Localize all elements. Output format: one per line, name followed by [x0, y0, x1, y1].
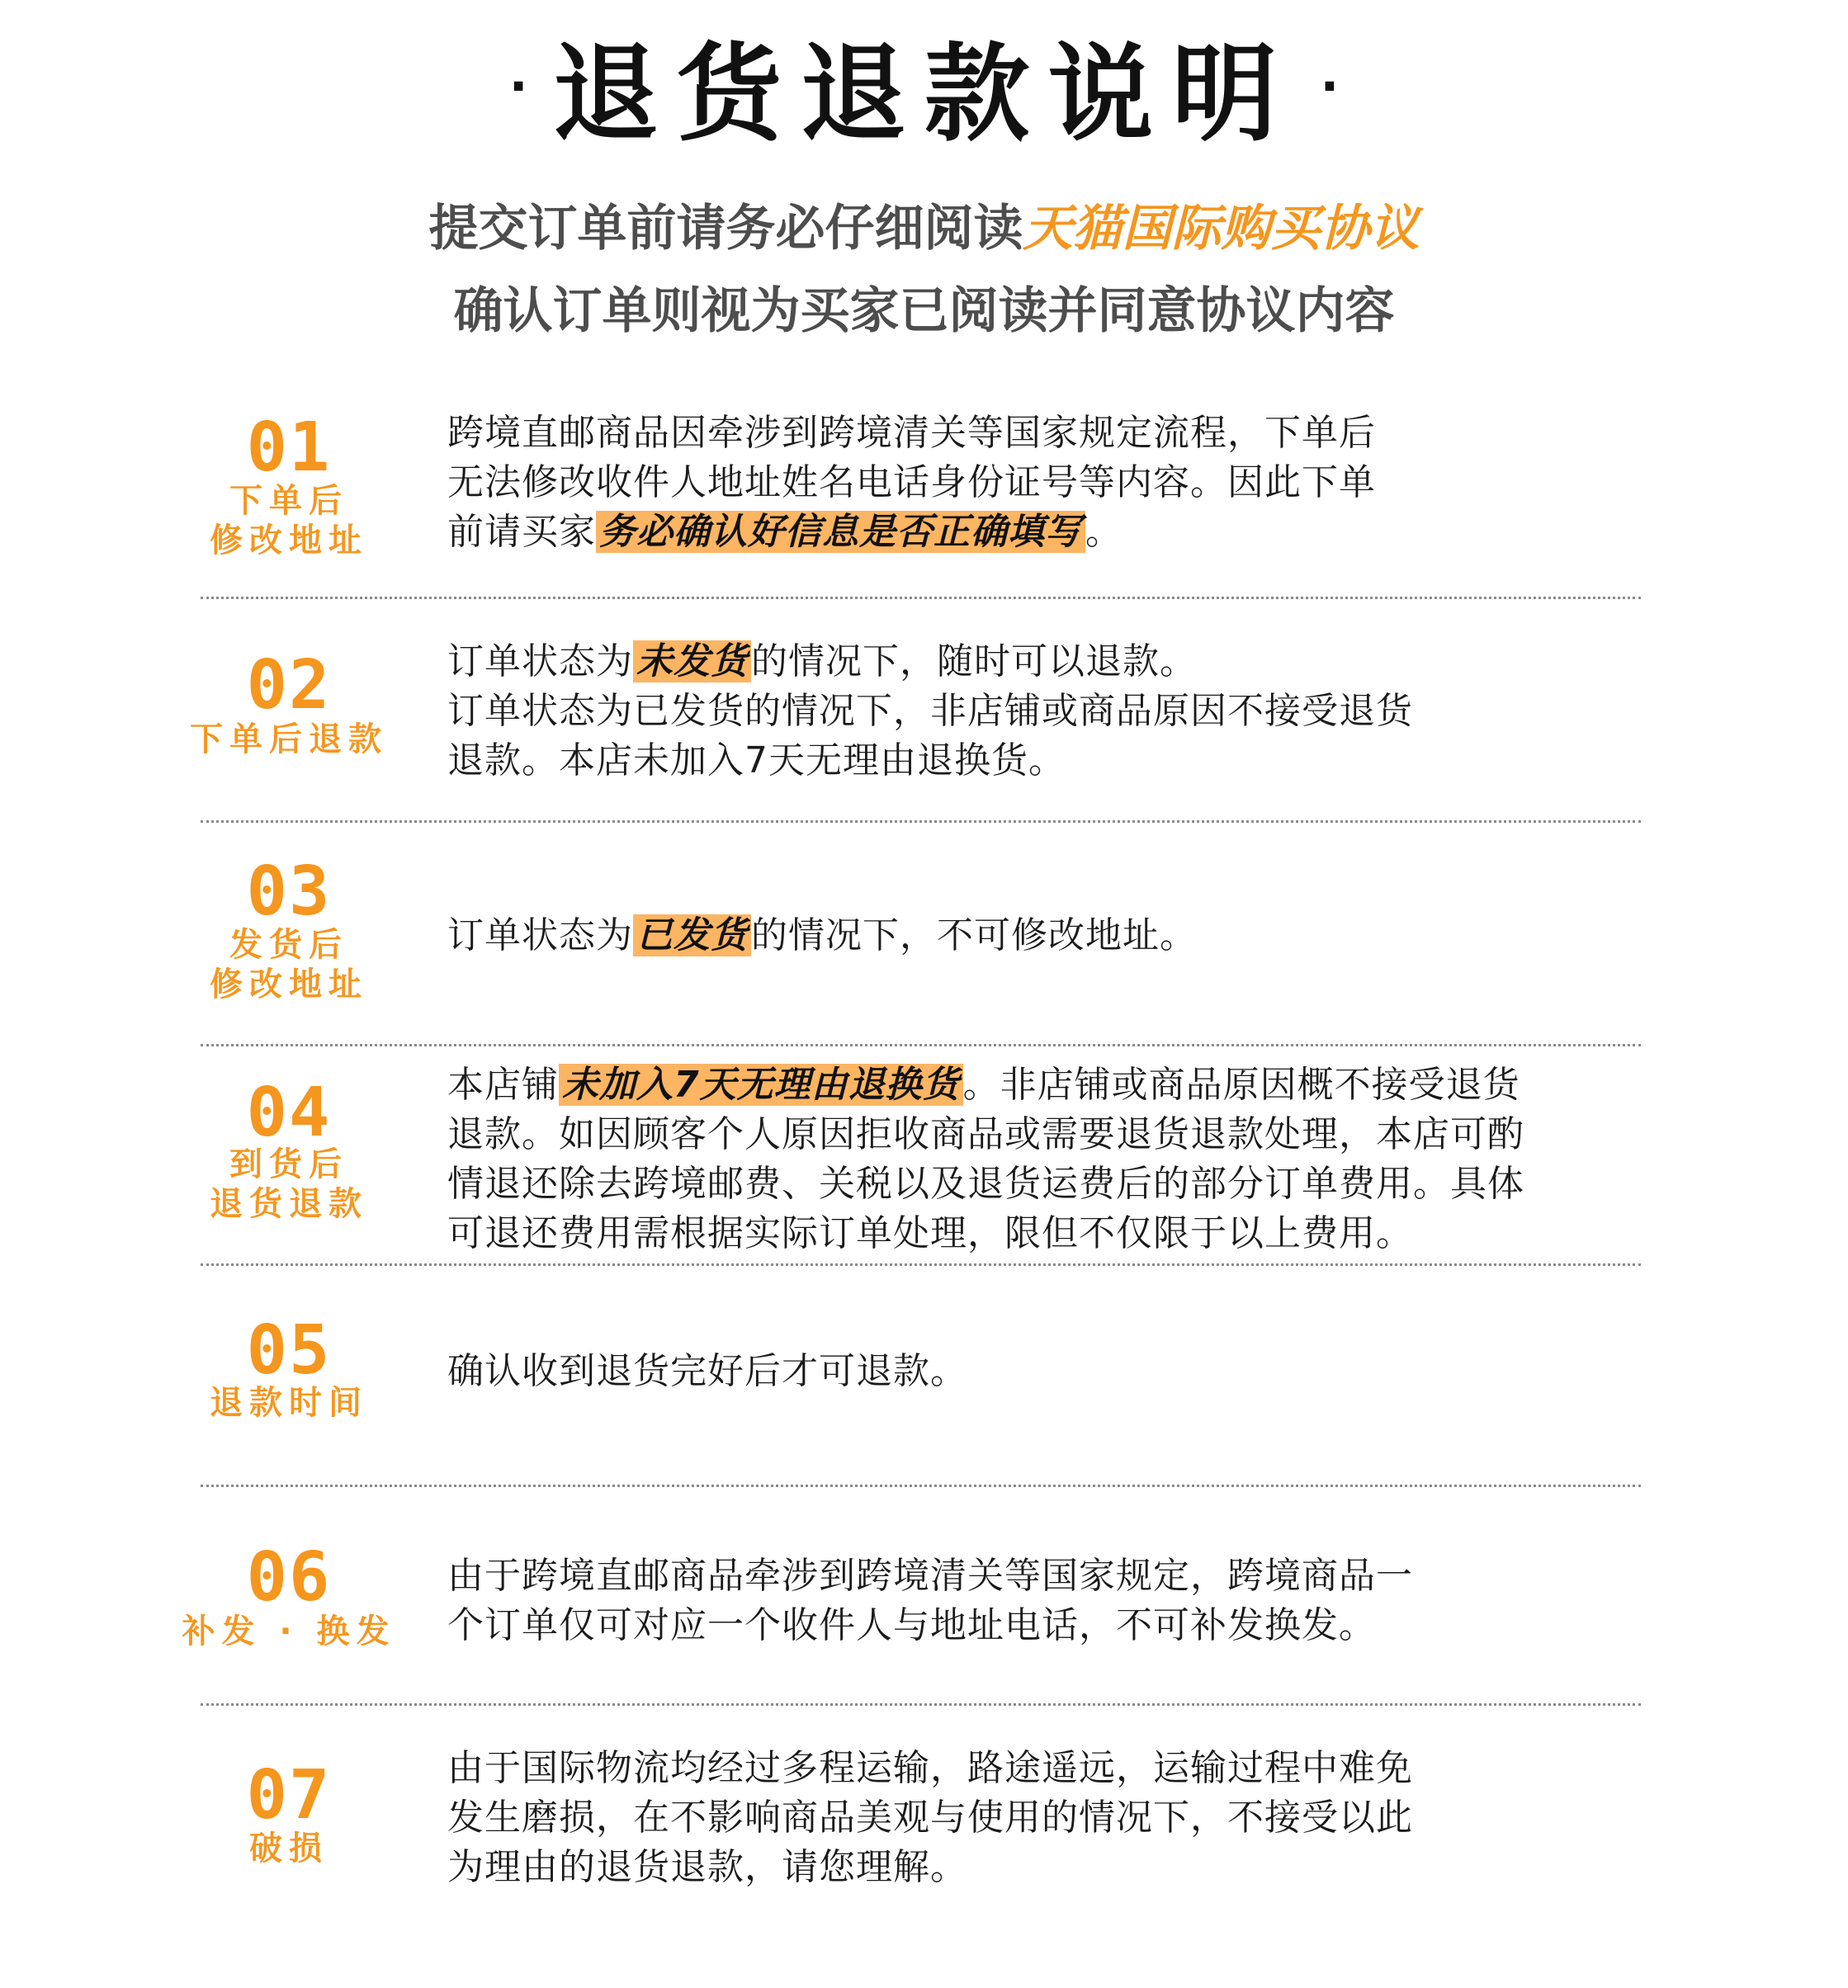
item-number: 05 — [246, 1311, 332, 1390]
item-label-line: 发货后 — [229, 926, 348, 964]
item-text-line: 情退还除去跨境邮费、关税以及退货运费后的部分订单费用。具体 — [447, 1163, 1524, 1205]
item-text-line: 退款。本店未加入7天无理由退换货。 — [447, 739, 1066, 782]
item-label-line: 补发 · 换发 — [182, 1613, 396, 1650]
item-number: 04 — [246, 1074, 332, 1152]
dotted-divider — [201, 1044, 1641, 1046]
item-text-line: 发生磨损，在不影响商品美观与使用的情况下，不接受以此 — [447, 1797, 1413, 1839]
text-segment: 。非店铺或商品原因概不接受退货 — [962, 1064, 1520, 1106]
subtitle-line-2: 确认订单则视为买家已阅读并同意协议内容 — [453, 282, 1395, 340]
dotted-divider — [201, 820, 1641, 823]
highlight-text: 未发货 — [633, 640, 751, 682]
item-text — [447, 1060, 1661, 1258]
text-segment: 的情况下，随时可以退款。 — [751, 640, 1197, 682]
item-text-line — [447, 637, 1661, 687]
text-segment: 本店铺 — [447, 1064, 559, 1106]
title-text: 退货退款说明 — [552, 33, 1296, 156]
item-number: 06 — [246, 1538, 332, 1617]
item-text-line — [447, 1060, 1661, 1110]
highlight-text: 已发货 — [633, 914, 751, 956]
text-segment: 订单状态为 — [447, 914, 633, 956]
item-label — [165, 481, 413, 560]
item-label — [165, 1383, 413, 1423]
text-segment: 前请买家 — [447, 511, 596, 553]
item-text — [447, 911, 1661, 961]
item-number: 03 — [246, 852, 332, 931]
item-label-line: 到货后 — [229, 1145, 348, 1183]
item-text-line — [447, 508, 1661, 557]
item-text — [447, 637, 1661, 786]
item-text-line: 可退还费用需根据实际订单处理，限但不仅限于以上费用。 — [447, 1212, 1413, 1254]
highlight-text: 未加入7天无理由退换货 — [559, 1064, 963, 1106]
item-text-line: 确认收到退货完好后才可退款。 — [447, 1350, 967, 1392]
item-text-line: 为理由的退货退款，请您理解。 — [447, 1846, 967, 1888]
highlight-text: 务必确认好信息是否正确填写 — [596, 511, 1085, 553]
text-segment: 的情况下，不可修改地址。 — [751, 914, 1197, 956]
item-label — [165, 720, 413, 759]
dotted-divider — [201, 597, 1641, 599]
dotted-divider — [201, 1485, 1641, 1487]
item-label — [165, 1145, 413, 1224]
item-label-line: 退货退款 — [210, 1185, 368, 1223]
item-text — [447, 1551, 1661, 1650]
item-label-line: 下单后 — [229, 482, 348, 520]
item-label-line: 下单后退款 — [190, 720, 388, 758]
item-text-line — [447, 911, 1661, 961]
dotted-divider — [201, 1263, 1641, 1266]
page-title — [0, 33, 1848, 157]
item-text-line: 无法修改收件人地址姓名电话身份证号等内容。因此下单 — [447, 461, 1376, 503]
subtitle-line-1 — [0, 196, 1848, 262]
title-dot-left: · — [508, 57, 528, 116]
item-text-line: 由于国际物流均经过多程运输，路途遥远，运输过程中难免 — [447, 1747, 1413, 1789]
item-label — [165, 1612, 413, 1651]
item-label-line: 修改地址 — [210, 966, 368, 1003]
item-text — [447, 1744, 1661, 1892]
text-segment: 订单状态为 — [447, 640, 633, 682]
text-segment: 。 — [1085, 511, 1123, 553]
item-text-line: 退款。如因顾客个人原因拒收商品或需要退货退款处理，本店可酌 — [447, 1113, 1524, 1155]
item-label-line: 退款时间 — [210, 1384, 368, 1422]
item-label — [165, 1829, 413, 1868]
item-label-line: 修改地址 — [210, 522, 368, 560]
item-number: 01 — [246, 408, 332, 487]
item-label — [165, 925, 413, 1004]
item-text-line: 订单状态为已发货的情况下，非店铺或商品原因不接受退货 — [447, 690, 1413, 732]
item-text-line: 跨境直邮商品因牵涉到跨境清关等国家规定流程，下单后 — [447, 412, 1376, 454]
item-label-line: 破损 — [249, 1830, 328, 1868]
subtitle-prefix: 提交订单前请务必仔细阅读 — [428, 200, 1023, 257]
item-text — [447, 408, 1661, 557]
dotted-divider — [201, 1703, 1641, 1706]
item-number: 02 — [246, 646, 332, 725]
agreement-link[interactable]: 天猫国际购买协议 — [1023, 200, 1420, 257]
item-text-line: 个订单仅可对应一个收件人与地址电话，不可补发换发。 — [447, 1604, 1376, 1646]
title-dot-right: · — [1320, 57, 1340, 116]
item-text-line: 由于跨境直邮商品牵涉到跨境清关等国家规定，跨境商品一 — [447, 1555, 1413, 1597]
item-text — [447, 1347, 1661, 1396]
item-number: 07 — [246, 1756, 332, 1835]
